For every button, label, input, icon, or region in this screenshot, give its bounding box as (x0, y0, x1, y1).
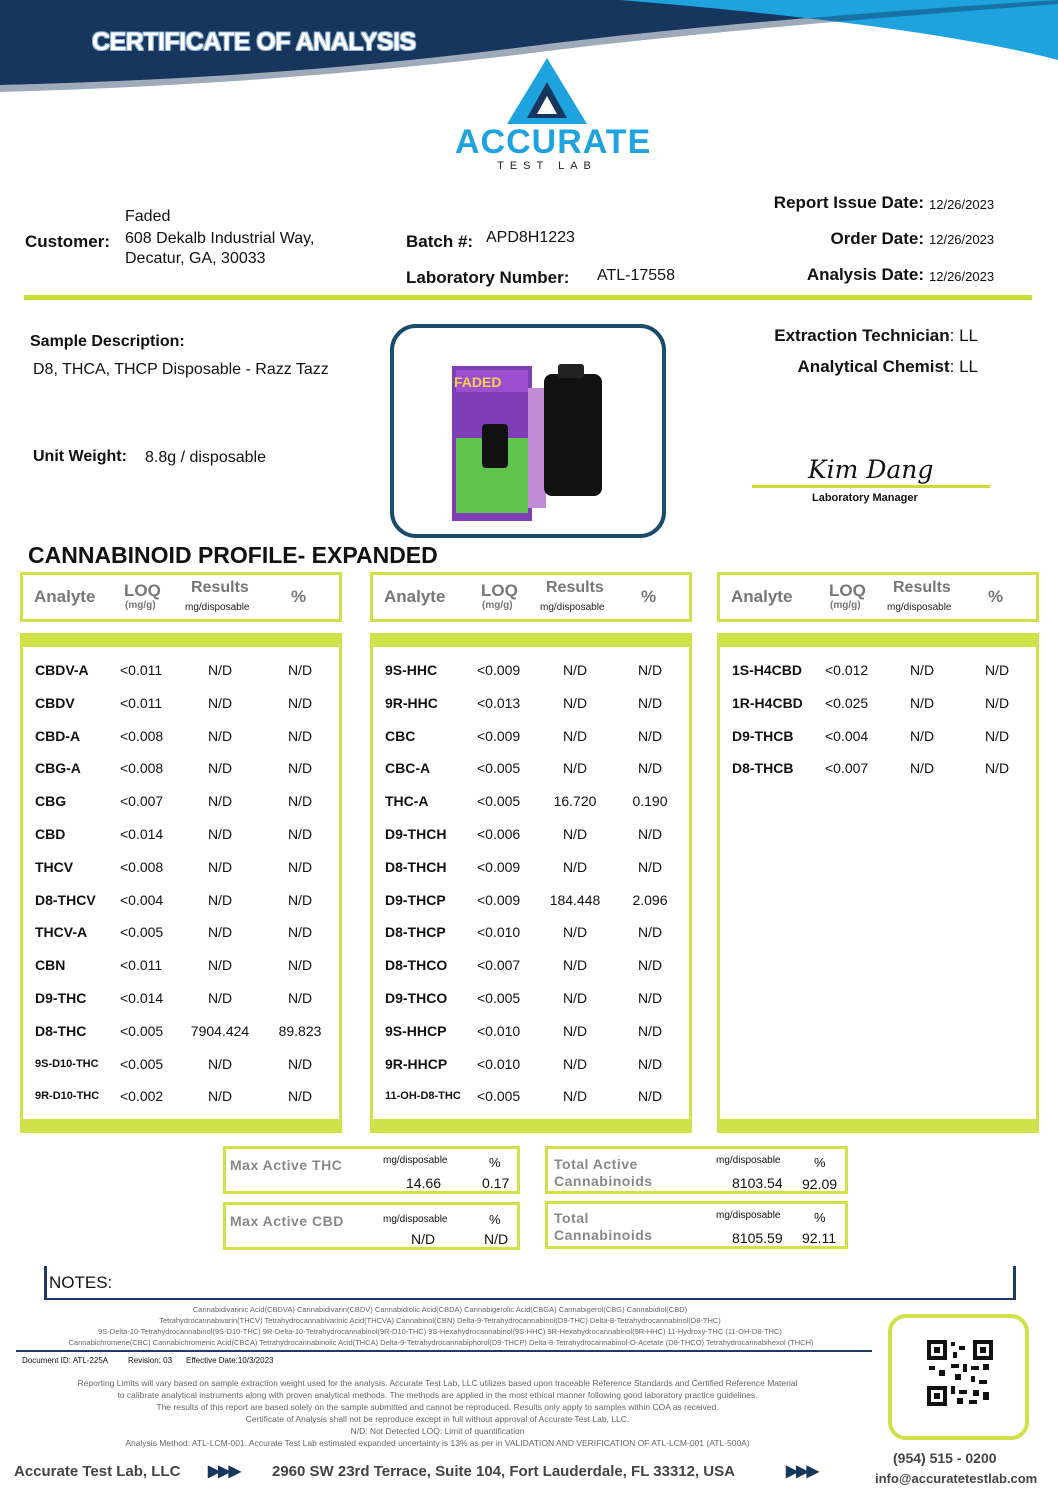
loq-value: <0.014 (120, 826, 164, 842)
pct-value: N/D (637, 858, 663, 875)
pct-value: N/D (287, 727, 313, 744)
table-row (35, 1088, 337, 1108)
result-value: N/D (562, 760, 588, 777)
max-active-thc-mg: 14.66 (406, 1175, 442, 1191)
loq-value: <0.013 (477, 694, 521, 711)
order-date-label: Order Date: (830, 229, 924, 248)
abbrev-line4: Cannabichromene(CBC) Cannabichromenic Acid(CBCA) Tetrahydrocannabinolic Acid(THCA) Delta-9-Tetrahydrocannabiphorol(D9-THCP) Delta-8-Tetrahydrocannabinol-O-Acetate (D8-THCO) Tetrahydrocannabihexol (THCH) (68, 1338, 814, 1347)
loq-value: <0.008 (120, 858, 164, 875)
header-loq-unit: (mg/g) (125, 600, 156, 611)
max-active-cbd-label: Max Active CBD (230, 1213, 344, 1229)
pct-value: N/D (287, 990, 313, 1006)
analytical-chemist-label: Analytical Chemist: LL (797, 357, 978, 376)
header-results-unit: mg/disposable (887, 602, 952, 613)
max-active-thc-box (223, 1146, 520, 1194)
document-id: Document ID: ATL-225A (22, 1356, 109, 1365)
analyte-name: CBC-A (385, 760, 431, 777)
max-active-thc-unit: mg/disposable (383, 1155, 448, 1166)
pct-value: N/D (637, 990, 663, 1006)
analyte-name: 9S-HHCP (385, 1022, 447, 1039)
table-header (20, 572, 342, 622)
pct-value: N/D (984, 694, 1010, 711)
table-bottom-band (20, 1119, 342, 1133)
lab-number-value: ATL-17558 (597, 267, 675, 284)
table-header (370, 572, 692, 622)
pct-value: N/D (287, 891, 313, 908)
analyte-name: 9R-HHCP (385, 1055, 448, 1072)
unit-weight-label: Unit Weight: (33, 448, 127, 465)
result-value: N/D (562, 1022, 588, 1039)
header-analyte: Analyte (384, 587, 446, 606)
result-value: N/D (562, 694, 588, 711)
loq-value: <0.009 (477, 891, 521, 908)
logo-subtitle: TEST LAB (497, 160, 597, 172)
result-value: N/D (207, 957, 233, 974)
notes-underline (44, 1298, 1016, 1300)
analyte-name: CBD (35, 826, 66, 842)
pct-value: N/D (637, 694, 663, 711)
loq-value: <0.011 (120, 662, 163, 678)
table-row (385, 892, 687, 912)
table-bottom-band (370, 1119, 692, 1133)
report-issue-value: 12/26/2023 (929, 197, 995, 212)
loq-value: <0.008 (120, 760, 164, 777)
max-active-cbd-box (223, 1202, 520, 1250)
table-row (385, 793, 687, 813)
total-label1: Total (554, 1210, 589, 1226)
analyte-name: 9S-D10-THC (35, 1057, 99, 1070)
extraction-technician-value: : LL (949, 326, 978, 345)
table-row (385, 957, 687, 977)
analytical-chemist-value: : LL (949, 357, 978, 376)
result-value: 7904.424 (190, 1022, 250, 1039)
pct-value: N/D (287, 858, 313, 875)
pct-value: 89.823 (278, 1022, 322, 1039)
pct-value: N/D (287, 760, 313, 777)
product-brand: FADED (454, 374, 502, 390)
loq-value: <0.002 (120, 1088, 164, 1105)
loq-value: <0.005 (477, 1088, 521, 1105)
table-row (385, 695, 687, 715)
profile-title: CANNABINOID PROFILE- EXPANDED (28, 542, 438, 568)
pct-value: N/D (637, 662, 663, 678)
total-active-pct-label: % (814, 1155, 826, 1170)
loq-value: <0.004 (825, 727, 869, 744)
analyte-name: D8-THCP (385, 924, 446, 941)
header-results: Results (893, 579, 951, 596)
analyte-name: 9S-HHC (385, 662, 438, 678)
accurate-logo-icon (505, 56, 589, 126)
table-row (35, 924, 337, 944)
analyte-name: D8-THCO (385, 957, 448, 974)
lab-number-label: Laboratory Number: (406, 268, 570, 287)
notes-box (44, 1266, 1016, 1300)
total-active-pct: 92.09 (802, 1176, 838, 1192)
analyte-name: D9-THCH (385, 826, 447, 842)
table-row (35, 826, 337, 846)
pct-value: 2.096 (632, 891, 668, 908)
header-analyte: Analyte (34, 587, 96, 606)
total-cannabinoids-box (545, 1201, 848, 1249)
loq-value: <0.010 (477, 1022, 521, 1039)
result-value: N/D (207, 793, 233, 810)
footer-arrows-right-icon: ▶▶▶ (786, 1463, 817, 1480)
manager-label: Laboratory Manager (812, 492, 918, 504)
analyte-name: D9-THCB (732, 727, 794, 744)
certificate-title: CERTIFICATE OF ANALYSIS (92, 28, 416, 56)
table-top-band (717, 633, 1039, 647)
result-value: N/D (562, 957, 588, 974)
result-value: N/D (562, 990, 588, 1006)
result-value: N/D (207, 727, 233, 744)
divider (24, 295, 1032, 300)
header-pct: % (641, 587, 657, 606)
max-active-thc-pct-label: % (489, 1155, 501, 1170)
result-value: N/D (207, 1088, 233, 1105)
table-row (732, 695, 1034, 715)
analyte-name: D9-THCO (385, 990, 448, 1006)
result-value: N/D (909, 694, 935, 711)
table-top-band (20, 633, 342, 647)
result-value: 184.448 (549, 891, 601, 908)
table-row (35, 1056, 337, 1076)
footer-address: 2960 SW 23rd Terrace, Suite 104, Fort Lauderdale, FL 33312, USA (272, 1463, 735, 1480)
max-active-cbd-pct-label: % (489, 1212, 501, 1227)
pct-value: N/D (637, 1022, 663, 1039)
result-value: N/D (207, 858, 233, 875)
customer-name: Faded (125, 208, 171, 225)
table-row (385, 1056, 687, 1076)
loq-value: <0.009 (477, 727, 521, 744)
notes-label: NOTES: (49, 1273, 113, 1292)
customer-label: Customer: (25, 232, 111, 251)
pct-value: N/D (984, 760, 1010, 777)
product-image (390, 324, 666, 538)
table-row (35, 1023, 337, 1043)
order-date-value: 12/26/2023 (929, 232, 995, 247)
table-row (732, 760, 1034, 780)
result-value: N/D (562, 858, 588, 875)
table-row (385, 760, 687, 780)
analyte-name: 11-OH-D8-THC (385, 1090, 461, 1103)
analyte-name: CBG-A (35, 760, 81, 777)
header-loq: LOQ (829, 581, 866, 600)
loq-value: <0.010 (477, 1055, 521, 1072)
analyte-name: D8-THCH (385, 858, 447, 875)
result-value: N/D (207, 662, 233, 678)
loq-value: <0.014 (120, 990, 164, 1006)
total-mg: 8105.59 (732, 1230, 783, 1246)
header-results: Results (546, 579, 604, 596)
result-value: N/D (909, 760, 935, 777)
disclaimer5: N/D: Not Detected LOQ: Limit of quantification (350, 1426, 525, 1436)
result-value: N/D (562, 662, 588, 678)
table-row (35, 793, 337, 813)
pct-value: N/D (287, 826, 313, 842)
table-row (385, 1023, 687, 1043)
table-row (385, 990, 687, 1010)
extraction-technician-label: Extraction Technician: LL (774, 326, 978, 345)
analysis-date-value: 12/26/2023 (929, 269, 995, 284)
pct-value: N/D (287, 793, 313, 810)
total-unit: mg/disposable (716, 1210, 781, 1221)
header-results: Results (191, 579, 249, 596)
loq-value: <0.006 (477, 826, 521, 842)
pct-value: N/D (637, 826, 663, 842)
header-pct: % (988, 587, 1004, 606)
effective-date: Effective Date:10/3/2023 (186, 1356, 274, 1365)
max-active-cbd-unit: mg/disposable (383, 1214, 448, 1225)
loq-value: <0.009 (477, 662, 521, 678)
header-loq: LOQ (481, 581, 518, 600)
loq-value: <0.007 (120, 793, 164, 810)
pct-value: N/D (637, 924, 663, 941)
disclaimer6: Analysis Method: ATL-LCM-001. Accurate Test Lab estimated expanded uncertainty is 13% as per in VALIDATION AND VERIFICATION OF ATL-LCM-001 (ATL-500A) (125, 1438, 750, 1448)
analyte-name: THCV (35, 858, 74, 875)
total-pct: 92.11 (802, 1230, 836, 1246)
qr-code-box (888, 1314, 1029, 1440)
total-active-mg: 8103.54 (732, 1175, 783, 1191)
pct-value: N/D (287, 1088, 313, 1105)
loq-value: <0.011 (120, 694, 163, 711)
table-row (35, 662, 337, 682)
total-label2: Cannabinoids (554, 1227, 653, 1243)
result-value: N/D (562, 1088, 588, 1105)
table-row (385, 859, 687, 879)
logo-name: ACCURATE (455, 123, 652, 161)
max-active-cbd-pct: N/D (484, 1231, 509, 1247)
analyte-name: D8-THCB (732, 760, 794, 777)
result-value: N/D (562, 826, 588, 842)
loq-value: <0.025 (825, 694, 869, 711)
loq-value: <0.010 (477, 924, 521, 941)
pct-value: N/D (637, 1055, 663, 1072)
max-active-thc-pct: 0.17 (482, 1175, 510, 1191)
pct-value: N/D (287, 694, 313, 711)
loq-value: <0.004 (120, 891, 164, 908)
result-value: N/D (909, 727, 935, 744)
table-row (35, 990, 337, 1010)
result-value: 16.720 (553, 793, 597, 810)
table-row (35, 728, 337, 748)
loq-value: <0.005 (120, 924, 164, 941)
table-row (385, 662, 687, 682)
customer-address-line1: 608 Dekalb Industrial Way, (125, 230, 315, 247)
table-row (732, 728, 1034, 748)
report-issue-label: Report Issue Date: (773, 193, 924, 212)
batch-value: APD8H1223 (486, 229, 575, 246)
header-loq: LOQ (124, 581, 161, 600)
pct-value: N/D (287, 957, 313, 974)
pct-value: N/D (637, 760, 663, 777)
unit-weight-value: 8.8g / disposable (145, 449, 266, 466)
footer-phone: (954) 515 - 0200 (893, 1450, 997, 1466)
loq-value: <0.005 (477, 793, 521, 810)
analysis-date-label: Analysis Date: (806, 265, 924, 284)
customer-address-line2: Decatur, GA, 30033 (125, 250, 266, 267)
analyte-name: CBC (385, 727, 416, 744)
table-row (35, 695, 337, 715)
header-analyte: Analyte (731, 587, 793, 606)
disclaimer3: The results of this report are based solely on the sample submitted and cannot be reproduced. Results only apply to samples within COA as received. (156, 1402, 719, 1412)
disclaimer4: Certificate of Analysis shall not be reproduce except in full without approval of Accurate Test Lab, LLC. (245, 1414, 630, 1424)
total-active-label1: Total Active (554, 1156, 638, 1172)
footer-company: Accurate Test Lab, LLC (14, 1463, 181, 1480)
analyte-name: D9-THCP (385, 891, 446, 908)
table-row (35, 859, 337, 879)
disclaimer2: to calibrate analytical instruments along with proven analytical methods. The methods are applied in the most ethical manner following good laboratory practice guidelines. (117, 1390, 758, 1400)
pct-value: N/D (637, 1088, 663, 1105)
max-active-cbd-mg: N/D (411, 1231, 436, 1247)
total-active-cannabinoids-box (545, 1146, 848, 1194)
table-row (385, 1088, 687, 1108)
analyte-name: CBDV-A (35, 662, 89, 678)
result-value: N/D (909, 662, 935, 678)
loq-value: <0.005 (477, 990, 521, 1006)
table-row (385, 728, 687, 748)
table-bottom-band (717, 1119, 1039, 1133)
loq-value: <0.007 (825, 760, 869, 777)
analyte-name: CBDV (35, 694, 75, 711)
total-active-unit: mg/disposable (716, 1155, 781, 1166)
pct-value: N/D (984, 662, 1010, 678)
header-loq-unit: (mg/g) (830, 600, 861, 611)
pct-value: N/D (287, 1055, 313, 1072)
table-row (35, 957, 337, 977)
table-row (732, 662, 1034, 682)
footer-email[interactable]: info@accuratetestlab.com (875, 1471, 1038, 1486)
header-pct: % (291, 587, 307, 606)
result-value: N/D (207, 694, 233, 711)
table-row (35, 892, 337, 912)
total-pct-label: % (814, 1210, 826, 1225)
revision: Revision: 03 (128, 1356, 173, 1365)
loq-value: <0.007 (477, 957, 521, 974)
result-value: N/D (207, 990, 233, 1006)
table-row (35, 760, 337, 780)
pct-value: N/D (637, 957, 663, 974)
table-header (717, 572, 1039, 622)
qr-code-icon[interactable] (927, 1340, 993, 1406)
pct-value: N/D (287, 924, 313, 941)
doc-divider (16, 1350, 872, 1352)
pct-value: N/D (984, 727, 1010, 744)
loq-value: <0.011 (120, 957, 163, 974)
analyte-name: 1R-H4CBD (732, 694, 803, 711)
header-results-unit: mg/disposable (540, 602, 605, 613)
analyte-name: CBN (35, 957, 66, 974)
result-value: N/D (562, 924, 588, 941)
analyte-name: THCV-A (35, 924, 88, 941)
loq-value: <0.005 (120, 1022, 164, 1039)
disclaimer1: Reporting Limits will vary based on sample extraction weight used for the analysis. Accurate Test Lab, LLC utilizes based upon traceable Reference Standards and Certified Reference Material (77, 1378, 798, 1388)
header-results-unit: mg/disposable (185, 602, 250, 613)
analyte-name: CBG (35, 793, 67, 810)
analyte-name: CBD-A (35, 727, 81, 744)
table-top-band (370, 633, 692, 647)
manager-signature: Kim Dang (808, 455, 934, 484)
result-value: N/D (207, 760, 233, 777)
result-value: N/D (207, 891, 233, 908)
max-active-thc-label: Max Active THC (230, 1157, 343, 1173)
result-value: N/D (207, 924, 233, 941)
table-row (385, 826, 687, 846)
analyte-name: 9R-D10-THC (35, 1090, 100, 1103)
abbrev-line2: Tetrahydrocannabivarin(THCV) Tetrahydrocannabivarinic Acid(THCVA) Cannabinol(CBN) Delta-9-Tetrahydrocannabinol(D9-THC) Delta-8-Tetrahydrocannabinol(D8-THC) (159, 1316, 721, 1325)
sample-description-value: D8, THCA, THCP Disposable - Razz Tazz (33, 361, 329, 378)
batch-label: Batch #: (406, 232, 474, 251)
abbrev-line3: 9S-Delta-10-Tetrahydrocannabinol(9S-D10-THC) 9R-Delta-10-Tetrahydrocannabinol(9R-D10-THC) 9S-Hexahydrocannabinol(9S-HHC) 9R-Hexahydrocannabinol(9R-HHC) 11-Hydroxy-THC (11-OH-D8-THC) (98, 1327, 782, 1336)
result-value: N/D (207, 1055, 233, 1072)
analyte-name: D9-THC (35, 990, 87, 1006)
analyte-name: D8-THCV (35, 891, 96, 908)
analyte-name: D8-THC (35, 1022, 87, 1039)
total-active-label2: Cannabinoids (554, 1173, 653, 1189)
sample-description-label: Sample Description: (30, 333, 185, 350)
analyte-name: 1S-H4CBD (732, 662, 803, 678)
result-value: N/D (562, 727, 588, 744)
pct-value: 0.190 (632, 793, 668, 810)
loq-value: <0.009 (477, 858, 521, 875)
loq-value: <0.012 (825, 662, 869, 678)
loq-value: <0.008 (120, 727, 164, 744)
abbrev-line1: Cannabidivarinic Acid(CBDVA) Cannabidivarin(CBDV) Cannabidiolic Acid(CBDA) Cannabigerolic Acid(CBGA) Cannabigerol(CBG) Cannabidiol(CBD) (192, 1305, 688, 1314)
header-loq-unit: (mg/g) (482, 600, 513, 611)
signature-line (752, 485, 990, 488)
result-value: N/D (207, 826, 233, 842)
loq-value: <0.005 (477, 760, 521, 777)
analyte-name: 9R-HHC (385, 694, 438, 711)
table-row (385, 924, 687, 944)
loq-value: <0.005 (120, 1055, 164, 1072)
pct-value: N/D (637, 727, 663, 744)
pct-value: N/D (287, 662, 313, 678)
result-value: N/D (562, 1055, 588, 1072)
footer-arrows-left-icon: ▶▶▶ (208, 1463, 239, 1480)
analyte-name: THC-A (385, 793, 429, 810)
